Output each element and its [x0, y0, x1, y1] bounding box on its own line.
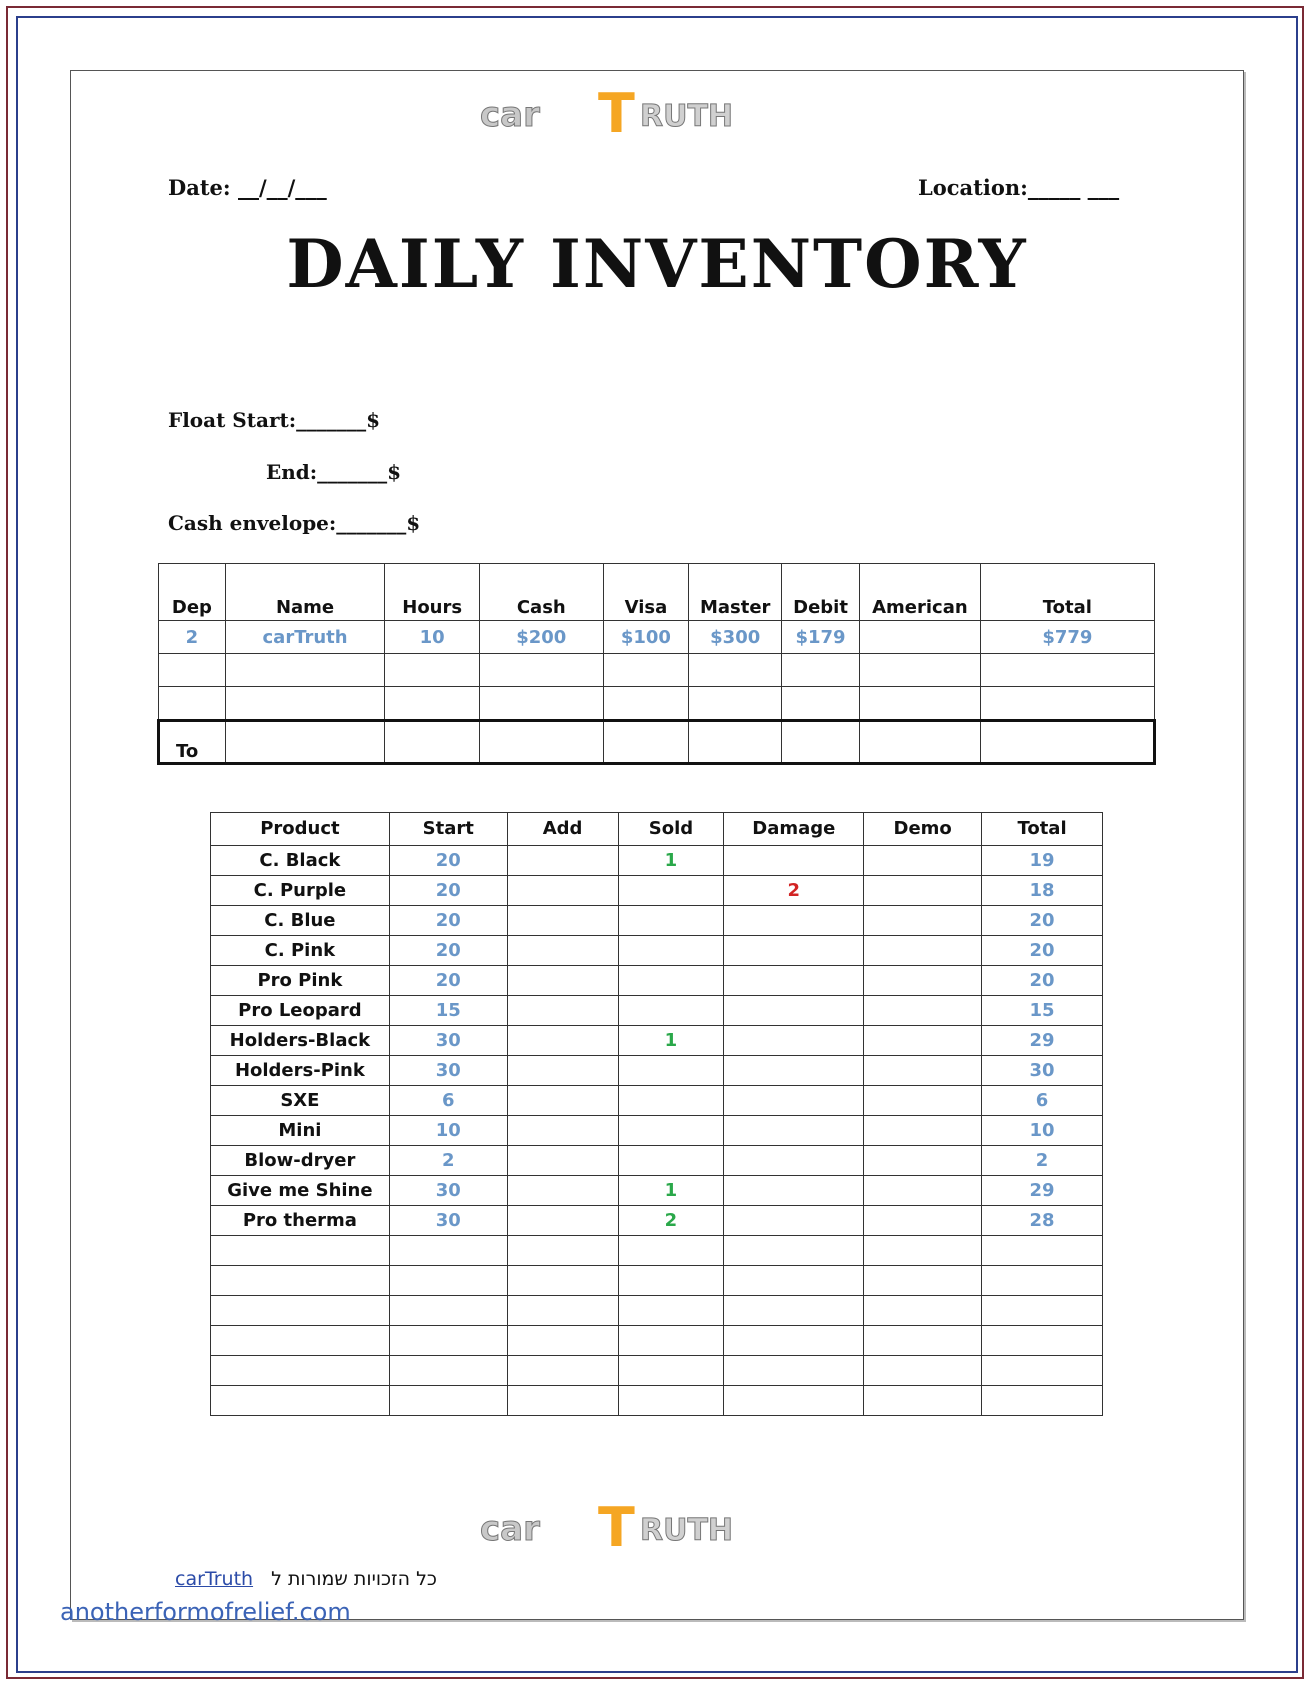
inventory-cell: 20: [982, 936, 1103, 966]
sales-table: [157, 563, 1156, 765]
inventory-cell: 6: [389, 1086, 507, 1116]
inventory-cell: [507, 1326, 618, 1356]
inventory-cell: 20: [389, 876, 507, 906]
inventory-cell: [618, 876, 724, 906]
watermark-text: anotherformofrelief.com: [60, 1598, 351, 1626]
product-name-cell: Pro Leopard: [211, 996, 390, 1026]
inventory-cell: 20: [389, 936, 507, 966]
inventory-row: [211, 1056, 1103, 1086]
inventory-cell: [389, 1356, 507, 1386]
inventory-cell: [864, 1326, 982, 1356]
sales-total-cell: [782, 721, 860, 764]
inventory-cell: [982, 1296, 1103, 1326]
inventory-cell: [507, 1056, 618, 1086]
inventory-cell: [864, 876, 982, 906]
inventory-cell: [618, 1116, 724, 1146]
inventory-table: [210, 812, 1103, 1416]
inventory-cell: [864, 1386, 982, 1416]
inventory-cell: 19: [982, 846, 1103, 876]
inventory-row: [211, 1146, 1103, 1176]
inventory-cell: 30: [389, 1206, 507, 1236]
inventory-cell: 2: [389, 1146, 507, 1176]
sales-cell: carTruth: [225, 621, 384, 654]
sales-cell: $200: [480, 621, 603, 654]
sales-header-row: [159, 564, 1155, 621]
sales-total-cell: [225, 721, 384, 764]
inventory-row: [211, 996, 1103, 1026]
inventory-cell: 1: [618, 846, 724, 876]
sales-cell: [689, 654, 782, 687]
inventory-cell: [864, 1236, 982, 1266]
total-row-label: To: [159, 721, 226, 764]
inventory-row: [211, 846, 1103, 876]
product-name-cell: [211, 1326, 390, 1356]
inventory-cell: 30: [389, 1176, 507, 1206]
cash-envelope-field: Cash envelope:_______$: [168, 511, 421, 535]
inventory-row: [211, 906, 1103, 936]
inventory-cell: [618, 1356, 724, 1386]
inventory-cell: [618, 1086, 724, 1116]
inventory-cell: 30: [389, 1056, 507, 1086]
col-header-product: Product: [211, 813, 390, 846]
float-start-field: Float Start:_______$: [168, 408, 381, 432]
inventory-cell: [507, 1386, 618, 1416]
inventory-row: [211, 1356, 1103, 1386]
product-name-cell: [211, 1236, 390, 1266]
sales-cell: [980, 654, 1154, 687]
col-header-total: Total: [980, 564, 1154, 621]
product-name-cell: [211, 1266, 390, 1296]
logo-t-letter: T: [598, 86, 635, 145]
inventory-cell: [864, 1146, 982, 1176]
footer-cartruth-link[interactable]: carTruth: [175, 1568, 254, 1590]
sales-cell: 2: [159, 621, 226, 654]
inventory-row: [211, 1236, 1103, 1266]
sales-total-row: [159, 721, 1155, 764]
inventory-cell: [724, 1026, 864, 1056]
sales-cell: [603, 654, 689, 687]
sales-cell: [480, 654, 603, 687]
inventory-cell: [618, 1386, 724, 1416]
inventory-cell: [724, 1176, 864, 1206]
sales-cell: [859, 687, 980, 721]
inventory-cell: [864, 1116, 982, 1146]
inventory-cell: [724, 1326, 864, 1356]
col-header-sold: Sold: [618, 813, 724, 846]
inventory-cell: [507, 1026, 618, 1056]
inventory-row: [211, 1266, 1103, 1296]
inventory-cell: 1: [618, 1176, 724, 1206]
inventory-cell: 20: [982, 906, 1103, 936]
inventory-cell: [507, 846, 618, 876]
inventory-cell: [982, 1386, 1103, 1416]
inventory-cell: [982, 1266, 1103, 1296]
sales-cell: [225, 654, 384, 687]
page-title: DAILY INVENTORY: [286, 225, 1028, 303]
product-name-cell: Give me Shine: [211, 1176, 390, 1206]
inventory-cell: [389, 1386, 507, 1416]
inventory-cell: [618, 1266, 724, 1296]
inventory-cell: [507, 906, 618, 936]
inventory-header-row: [211, 813, 1103, 846]
cartruth-logo-top: [480, 86, 820, 146]
inventory-cell: [389, 1236, 507, 1266]
inventory-cell: [724, 1206, 864, 1236]
sales-cell: 10: [385, 621, 480, 654]
inventory-cell: 20: [389, 906, 507, 936]
inventory-cell: [507, 1296, 618, 1326]
sales-cell: [159, 654, 226, 687]
product-name-cell: [211, 1386, 390, 1416]
sales-row: [159, 687, 1155, 721]
inventory-cell: [864, 1356, 982, 1386]
inventory-cell: [724, 1296, 864, 1326]
sales-total-cell: [385, 721, 480, 764]
product-name-cell: SXE: [211, 1086, 390, 1116]
inventory-cell: [864, 846, 982, 876]
sales-cell: $179: [782, 621, 860, 654]
product-name-cell: Pro therma: [211, 1206, 390, 1236]
footer-copyright: [175, 1568, 437, 1590]
product-name-cell: Pro Pink: [211, 966, 390, 996]
inventory-cell: [864, 1176, 982, 1206]
inventory-cell: 6: [982, 1086, 1103, 1116]
inventory-cell: [507, 1176, 618, 1206]
inventory-cell: [618, 906, 724, 936]
logo-ruth-text: RUTH: [640, 99, 734, 134]
inventory-row: [211, 876, 1103, 906]
inventory-cell: [724, 1116, 864, 1146]
inventory-cell: [507, 996, 618, 1026]
inventory-cell: [507, 966, 618, 996]
inventory-cell: 30: [982, 1056, 1103, 1086]
sales-cell: [689, 687, 782, 721]
cartruth-logo-bottom: [480, 1500, 820, 1560]
inventory-cell: 2: [724, 876, 864, 906]
sales-cell: [159, 687, 226, 721]
col-header-cash: Cash: [480, 564, 603, 621]
inventory-cell: [389, 1266, 507, 1296]
product-name-cell: [211, 1356, 390, 1386]
inventory-cell: [864, 906, 982, 936]
col-header-name: Name: [225, 564, 384, 621]
product-name-cell: Mini: [211, 1116, 390, 1146]
inventory-cell: 20: [389, 966, 507, 996]
inventory-cell: [724, 996, 864, 1026]
inventory-cell: [982, 1326, 1103, 1356]
col-header-demo: Demo: [864, 813, 982, 846]
sales-total-cell: [480, 721, 603, 764]
product-name-cell: [211, 1296, 390, 1326]
inventory-row: [211, 936, 1103, 966]
inventory-cell: [389, 1326, 507, 1356]
inventory-row: [211, 1386, 1103, 1416]
inventory-cell: [618, 966, 724, 996]
col-header-damage: Damage: [724, 813, 864, 846]
inventory-cell: [724, 1056, 864, 1086]
inventory-cell: 10: [982, 1116, 1103, 1146]
inventory-cell: [507, 876, 618, 906]
sales-total-cell: [603, 721, 689, 764]
inventory-cell: [982, 1236, 1103, 1266]
sales-total-cell: [689, 721, 782, 764]
inventory-cell: 28: [982, 1206, 1103, 1236]
sales-cell: [385, 654, 480, 687]
inventory-cell: [618, 1296, 724, 1326]
inventory-cell: 15: [389, 996, 507, 1026]
sales-row: [159, 621, 1155, 654]
inventory-cell: 2: [618, 1206, 724, 1236]
inventory-row: [211, 1026, 1103, 1056]
inventory-row: [211, 1176, 1103, 1206]
inventory-cell: [982, 1356, 1103, 1386]
col-header-dep: Dep: [159, 564, 226, 621]
inventory-row: [211, 966, 1103, 996]
inventory-cell: 18: [982, 876, 1103, 906]
inventory-cell: 29: [982, 1176, 1103, 1206]
inventory-cell: [507, 1206, 618, 1236]
inventory-cell: [864, 996, 982, 1026]
sales-cell: [480, 687, 603, 721]
footer-hebrew-text: כל הזכויות שמורות ל: [271, 1568, 437, 1590]
logo-car-text: car: [480, 95, 540, 135]
logo-ruth-text: RUTH: [640, 1513, 734, 1548]
inventory-cell: [507, 1356, 618, 1386]
inventory-cell: [618, 996, 724, 1026]
col-header-hours: Hours: [385, 564, 480, 621]
inventory-cell: [864, 1206, 982, 1236]
inventory-cell: 30: [389, 1026, 507, 1056]
inventory-cell: [724, 1146, 864, 1176]
inventory-cell: [724, 1386, 864, 1416]
inventory-cell: 10: [389, 1116, 507, 1146]
col-header-add: Add: [507, 813, 618, 846]
float-end-field: End:_______$: [266, 460, 402, 484]
inventory-cell: [864, 1296, 982, 1326]
inventory-cell: [724, 1086, 864, 1116]
col-header-american: American: [859, 564, 980, 621]
inventory-cell: [507, 1116, 618, 1146]
inventory-cell: [864, 1266, 982, 1296]
inventory-cell: [507, 1086, 618, 1116]
inventory-cell: [864, 1026, 982, 1056]
product-name-cell: Blow-dryer: [211, 1146, 390, 1176]
sales-total-cell: [859, 721, 980, 764]
inventory-cell: [618, 1146, 724, 1176]
col-header-inv-total: Total: [982, 813, 1103, 846]
inventory-cell: [618, 1236, 724, 1266]
inventory-cell: 20: [389, 846, 507, 876]
sales-cell: $300: [689, 621, 782, 654]
col-header-visa: Visa: [603, 564, 689, 621]
inventory-row: [211, 1326, 1103, 1356]
product-name-cell: C. Pink: [211, 936, 390, 966]
sales-cell: [782, 687, 860, 721]
inventory-cell: [618, 936, 724, 966]
inventory-cell: [724, 1356, 864, 1386]
inventory-cell: [724, 966, 864, 996]
product-name-cell: Holders-Pink: [211, 1056, 390, 1086]
inventory-cell: [724, 1236, 864, 1266]
inventory-cell: [618, 1326, 724, 1356]
inventory-cell: 20: [982, 966, 1103, 996]
sales-total-cell: [980, 721, 1154, 764]
inventory-cell: [507, 936, 618, 966]
inventory-cell: [507, 1236, 618, 1266]
inventory-row: [211, 1206, 1103, 1236]
inventory-row: [211, 1116, 1103, 1146]
inventory-cell: [864, 1056, 982, 1086]
sales-cell: [980, 687, 1154, 721]
col-header-start: Start: [389, 813, 507, 846]
product-name-cell: C. Purple: [211, 876, 390, 906]
inventory-cell: [724, 936, 864, 966]
inventory-cell: [389, 1296, 507, 1326]
sales-cell: [859, 654, 980, 687]
inventory-cell: [507, 1266, 618, 1296]
sales-cell: $100: [603, 621, 689, 654]
inventory-cell: [864, 936, 982, 966]
product-name-cell: C. Blue: [211, 906, 390, 936]
inventory-cell: [724, 846, 864, 876]
inventory-cell: 2: [982, 1146, 1103, 1176]
inventory-row: [211, 1086, 1103, 1116]
product-name-cell: Holders-Black: [211, 1026, 390, 1056]
date-field: Date: __/__/___: [168, 175, 327, 200]
inventory-cell: [724, 1266, 864, 1296]
sales-cell: [385, 687, 480, 721]
sales-row: [159, 654, 1155, 687]
location-field: Location:_____ ___: [918, 175, 1120, 200]
inventory-cell: [724, 906, 864, 936]
inventory-cell: 1: [618, 1026, 724, 1056]
sales-cell: $779: [980, 621, 1154, 654]
logo-car-text: car: [480, 1509, 540, 1549]
inventory-row: [211, 1296, 1103, 1326]
sales-cell: [859, 621, 980, 654]
sales-cell: [603, 687, 689, 721]
inventory-cell: 15: [982, 996, 1103, 1026]
sales-cell: [225, 687, 384, 721]
sales-cell: [782, 654, 860, 687]
inventory-cell: [507, 1146, 618, 1176]
inventory-cell: [864, 1086, 982, 1116]
inventory-cell: [618, 1056, 724, 1086]
inventory-cell: 29: [982, 1026, 1103, 1056]
logo-t-letter: T: [598, 1500, 635, 1559]
inventory-cell: [864, 966, 982, 996]
col-header-debit: Debit: [782, 564, 860, 621]
col-header-master: Master: [689, 564, 782, 621]
product-name-cell: C. Black: [211, 846, 390, 876]
